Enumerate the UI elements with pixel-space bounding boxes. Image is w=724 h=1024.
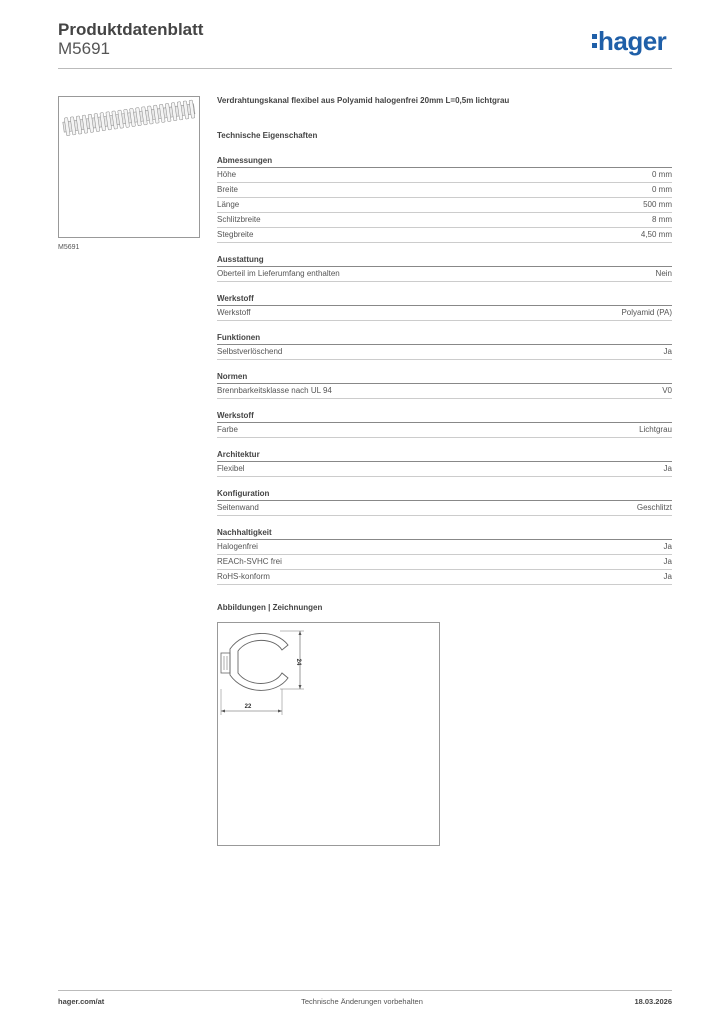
property-value: Ja	[663, 347, 672, 356]
section	[217, 450, 672, 477]
property-label: Flexibel	[217, 464, 245, 473]
property-value: V0	[662, 386, 672, 395]
property-label: Stegbreite	[217, 230, 254, 239]
property-value: Ja	[663, 542, 672, 551]
property-row	[217, 183, 672, 198]
section	[217, 489, 672, 516]
property-value: 500 mm	[643, 200, 672, 209]
properties-panel	[217, 96, 672, 585]
property-row	[217, 168, 672, 183]
property-row	[217, 570, 672, 585]
logo-colon-icon	[592, 34, 597, 48]
property-value: 4,50 mm	[640, 230, 672, 239]
property-label: Länge	[217, 200, 240, 209]
property-value: Nein	[655, 269, 672, 278]
page-title: Produktdatenblatt	[58, 20, 204, 39]
property-row	[217, 228, 672, 243]
section-title: Abmessungen	[217, 156, 672, 168]
cross-section-drawing	[218, 623, 439, 845]
property-row	[217, 267, 672, 282]
section-title: Werkstoff	[217, 411, 672, 423]
section-title: Normen	[217, 372, 672, 384]
property-label: Halogenfrei	[217, 542, 258, 551]
section-title: Funktionen	[217, 333, 672, 345]
property-value: Polyamid (PA)	[621, 308, 672, 317]
property-label: Höhe	[217, 170, 237, 179]
property-label: REACh-SVHC frei	[217, 557, 282, 566]
footer-divider	[58, 990, 672, 991]
product-description: Verdrahtungskanal flexibel aus Polyamid halogenfrei 20mm L=0,5m lichtgrau	[217, 96, 510, 105]
property-value: Ja	[663, 557, 672, 566]
footer-website: hager.com/at	[58, 997, 105, 1006]
property-value: Ja	[663, 572, 672, 581]
section	[217, 372, 672, 399]
technical-properties-heading: Technische Eigenschaften	[217, 131, 318, 140]
property-value: 0 mm	[652, 185, 672, 194]
property-label: Breite	[217, 185, 238, 194]
property-row	[217, 555, 672, 570]
property-value: Geschlitzt	[636, 503, 672, 512]
property-value: Lichtgrau	[639, 425, 672, 434]
section-title: Ausstattung	[217, 255, 672, 267]
hager-logo	[592, 28, 666, 54]
property-row	[217, 423, 672, 438]
property-label: Seitenwand	[217, 503, 259, 512]
section-title: Konfiguration	[217, 489, 672, 501]
properties-sections	[217, 156, 672, 585]
footer-date: 18.03.2026	[634, 997, 672, 1006]
property-row	[217, 462, 672, 477]
property-row	[217, 198, 672, 213]
section-title: Werkstoff	[217, 294, 672, 306]
section	[217, 255, 672, 282]
section	[217, 156, 672, 243]
property-label: Oberteil im Lieferumfang enthalten	[217, 269, 340, 278]
property-row	[217, 345, 672, 360]
drawings-heading: Abbildungen | Zeichnungen	[217, 603, 323, 612]
section	[217, 528, 672, 585]
section	[217, 294, 672, 321]
property-label: Selbstverlöschend	[217, 347, 283, 356]
property-label: RoHS-konform	[217, 572, 270, 581]
property-row	[217, 306, 672, 321]
property-value: 8 mm	[652, 215, 672, 224]
cable-duct-illustration	[59, 97, 199, 237]
property-label: Schlitzbreite	[217, 215, 261, 224]
property-value: 0 mm	[652, 170, 672, 179]
section	[217, 333, 672, 360]
property-row	[217, 384, 672, 399]
logo-text: hager	[598, 26, 667, 56]
property-row	[217, 501, 672, 516]
property-label: Werkstoff	[217, 308, 251, 317]
property-row	[217, 213, 672, 228]
property-value: Ja	[663, 464, 672, 473]
technical-drawing	[217, 622, 440, 846]
image-caption: M5691	[58, 244, 80, 251]
property-label: Farbe	[217, 425, 238, 434]
article-number: M5691	[58, 39, 110, 58]
header-divider	[58, 68, 672, 69]
property-label: Brennbarkeitsklasse nach UL 94	[217, 386, 332, 395]
section	[217, 411, 672, 438]
section-title: Nachhaltigkeit	[217, 528, 672, 540]
product-image	[58, 96, 200, 238]
dimension-width-label: 22	[244, 704, 252, 710]
property-row	[217, 540, 672, 555]
dimension-height-label: 24	[295, 658, 301, 666]
section-title: Architektur	[217, 450, 672, 462]
footer-disclaimer: Technische Änderungen vorbehalten	[301, 997, 423, 1006]
